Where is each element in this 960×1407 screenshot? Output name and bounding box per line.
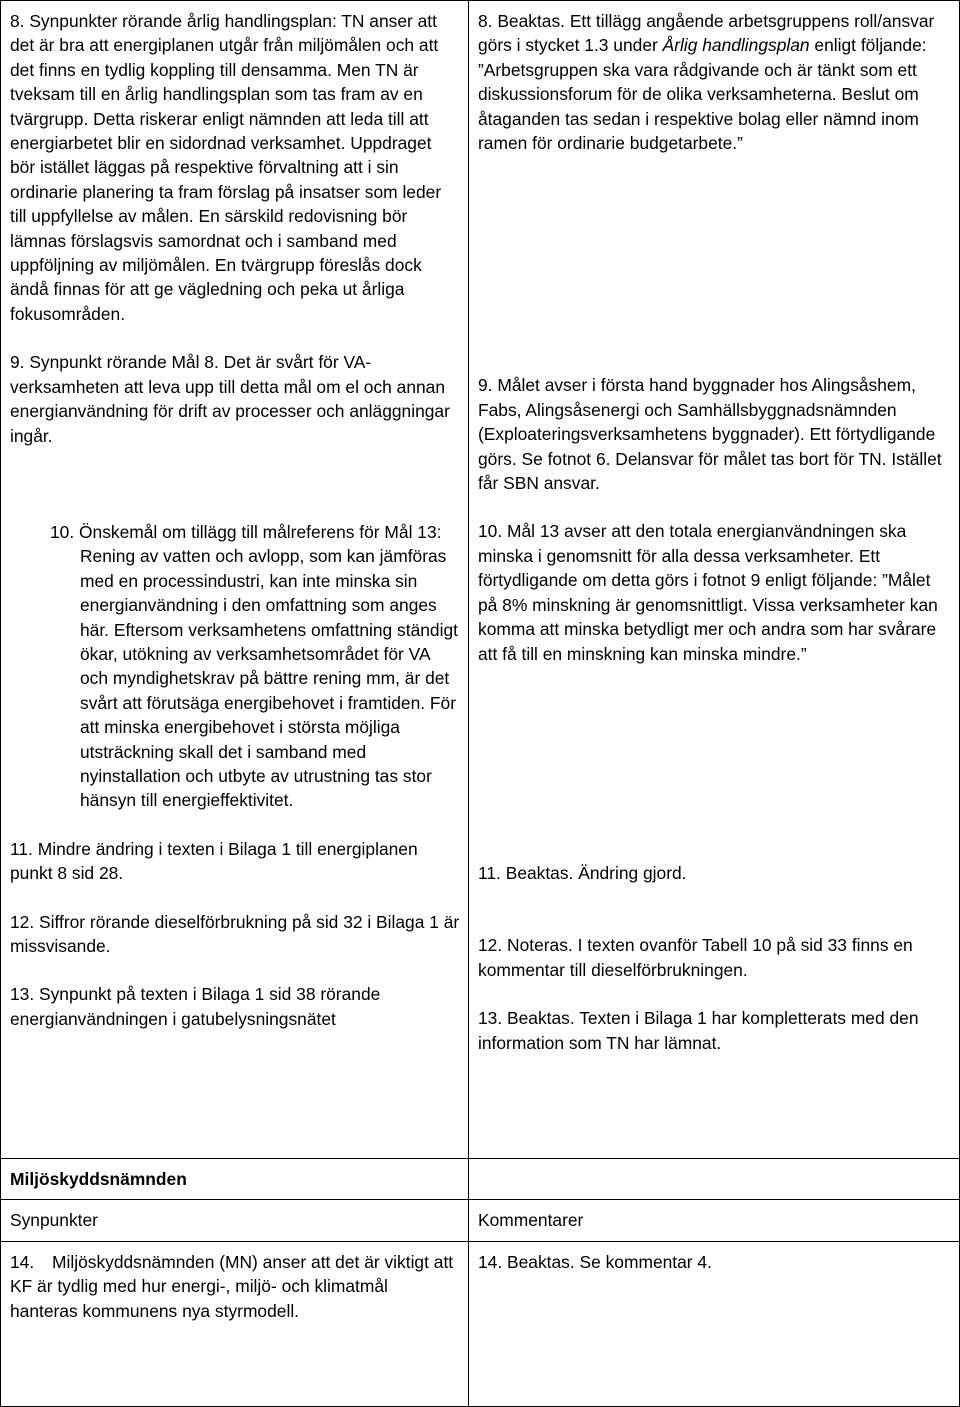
kommentar-10: 10. Mål 13 avser att den totala energianvändningen ska minska i genomsnitt för alla dessa verksamheter. Ett förtydligande om detta görs i fotnot 9 enligt följande: ”Målet på 8% minskning är genomsnittligt. Vissa verksamheter kan komma att minska betydligt mer och andra som har svårare att få till en minskning kan minska mindre.”: [478, 521, 938, 664]
kommentarer-cell: [469, 1, 960, 1159]
table-row: [1, 1159, 960, 1200]
item-number: 14.: [10, 1251, 35, 1272]
table-row: [1, 1200, 960, 1241]
kommentar-12: 12. Noteras. I texten ovanför Tabell 10 på sid 33 finns en kommentar till dieselförbrukningen.: [478, 935, 913, 980]
synpunkt-10: 10. Önskemål om tillägg till målreferens för Mål 13: Rening av vatten och avlopp, som kan jämföras med en processindustri, kan inte minska sin energianvändning i den omfattning som anges här. Eftersom verksamhetens omfattning ständigt ökar, utökning av verksamhetsområdet för VA och myndighetskrav på bättre rening mm, är det svårt att förutsäga energibehovet i framtiden. För att minska energibehovet i största möjliga utsträckning skall det i samband med nyinstallation och utbyte av utrustning tas stor hänsyn till energieffektivitet.: [50, 521, 458, 811]
kommentar-11: 11. Beaktas. Ändring gjord.: [478, 862, 687, 883]
synpunkt-9: 9. Synpunkt rörande Mål 8. Det är svårt för VA-verksamheten att leva upp till detta mål om el och annan energianvändning för drift av processer och anläggningar ingår.: [10, 352, 450, 446]
column-header-synpunkter: Synpunkter: [1, 1200, 469, 1241]
table-row: [1, 1, 960, 1159]
kommentar-13: 13. Beaktas. Texten i Bilaga 1 har kompletterats med den information som TN har lämnat.: [478, 1008, 919, 1053]
synpunkt-8: 8. Synpunkter rörande årlig handlingsplan: TN anser att det är bra att energiplanen utgår från miljömålen och att det finns en tydlig koppling till densamma. Men TN är tveksam till en årlig handlingsplan som tas fram av en tvärgrupp. Detta riskerar enligt nämnden att leda till att energiarbetet blir en sidordnad verksamhet. Uppdraget bör istället läggas på respektive förvaltning att i sin ordinarie planering ta fram förslag på insatser som leder till uppfyllelse av målen. En särskild redovisning bör lämnas förslagsvis samordnat och i samband med uppföljning av miljömålen. En tvärgrupp föreslås dock ändå finnas för att ge vägledning och peka ut årliga fokusområden.: [10, 11, 442, 324]
synpunkt-14: 14. Miljöskyddsnämnden (MN) anser att det är viktigt att KF är tydlig med hur energi-, miljö- och klimatmål hanteras kommunens nya styrmodell.: [1, 1241, 469, 1406]
kommentar-8: 8. Beaktas. Ett tillägg angående arbetsgruppens roll/ansvar görs i stycket 1.3 under Årlig handlingsplan enligt följande: ”Arbetsgruppen ska vara rådgivande och är tänkt som ett diskussionsforum för de olika verksamheterna. Beslut om åtaganden tas sedan i respektive bolag eller nämnd inom ramen för ordinarie budgetarbete.”: [478, 11, 935, 154]
synpunkter-cell: [1, 1, 469, 1159]
kommentar-14: 14. Beaktas. Se kommentar 4.: [469, 1241, 960, 1406]
synpunkt-12: 12. Siffror rörande dieselförbrukning på sid 32 i Bilaga 1 är missvisande.: [10, 911, 460, 956]
synpunkt-13: 13. Synpunkt på texten i Bilaga 1 sid 38 rörande energianvändningen i gatubelysningsnätet: [10, 984, 381, 1029]
section-title: Miljöskyddsnämnden: [1, 1159, 469, 1200]
section-title-empty: [469, 1159, 960, 1200]
table-row: [1, 1241, 960, 1406]
synpunkt-11: 11. Mindre ändring i texten i Bilaga 1 till energiplanen punkt 8 sid 28.: [10, 838, 418, 884]
column-header-kommentarer: Kommentarer: [469, 1200, 960, 1241]
kommentar-9: 9. Målet avser i första hand byggnader hos Alingsåshem, Fabs, Alingsåsenergi och Samhällsbyggnadsnämnden (Exploateringsverksamhetens byggnader). Ett förtydligande görs. Se fotnot 6. Delansvar för målet tas bort för TN. Istället får SBN ansvar.: [478, 375, 942, 494]
